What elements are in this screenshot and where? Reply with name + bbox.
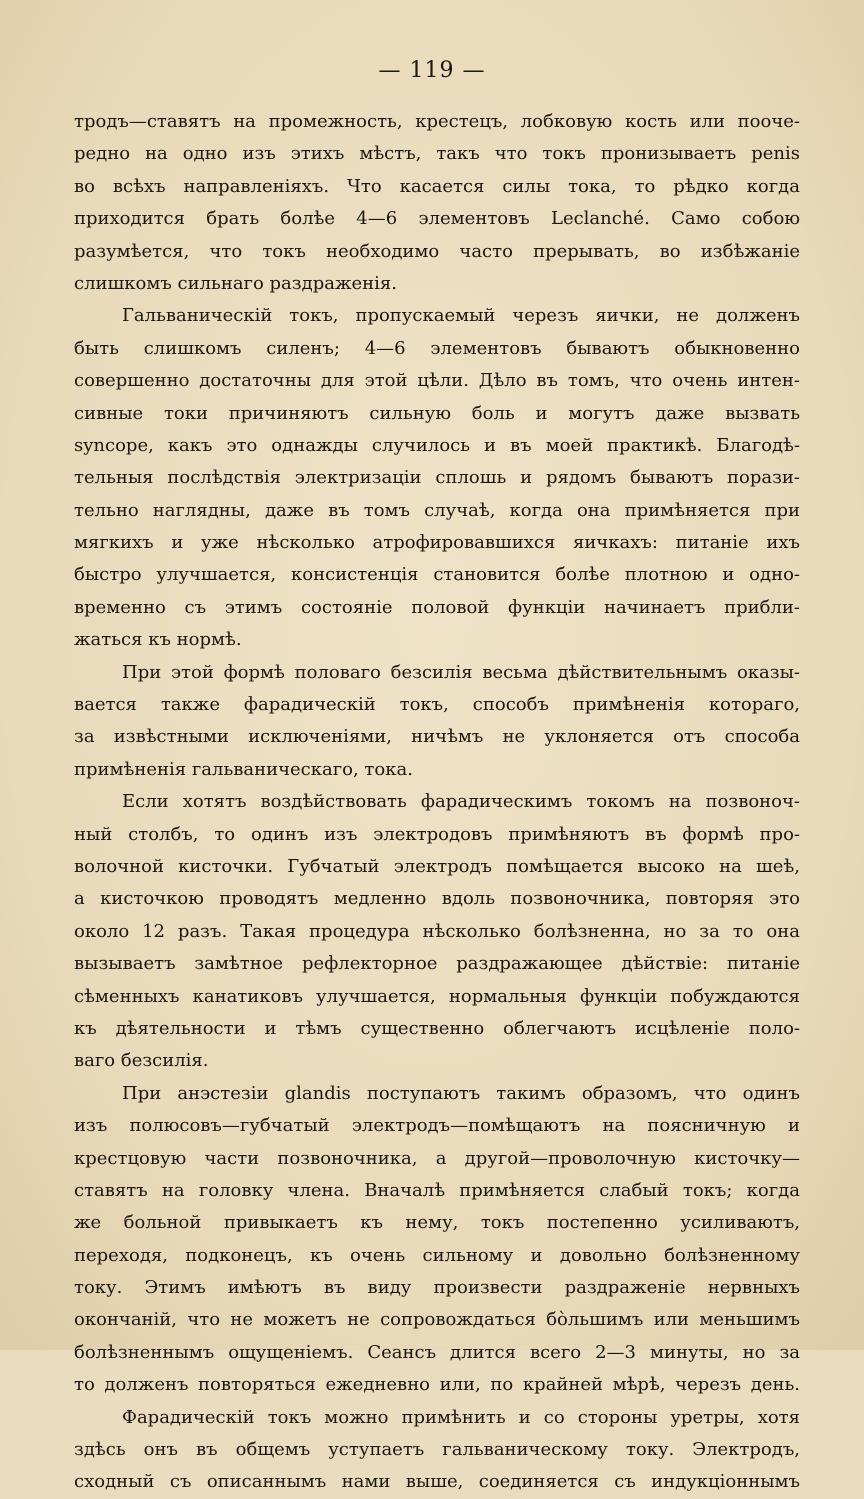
text-line: При этой формѣ половаго безсилія весьма дѣйствительнымъ оказы-: [122, 661, 800, 683]
text-line: временно съ этимъ состояніе половой функціи начинаетъ прибли-: [74, 596, 800, 618]
text-line: совершенно достаточны для этой цѣли. Дѣло въ томъ, что очень интен-: [74, 370, 800, 392]
text-line: Гальваническій токъ, пропускаемый черезъ яички, не долженъ: [122, 305, 800, 327]
text-line: около 12 разъ. Такая процедура нѣсколько болѣзненна, но за то она: [74, 920, 800, 942]
text-line: къ дѣятельности и тѣмъ существенно облегчаютъ исцѣленіе поло-: [74, 1017, 800, 1039]
text-line: болѣзненнымъ ощущеніемъ. Сеансъ длится всего 2—3 минуты, но за: [74, 1341, 800, 1363]
text-line: примѣненія гальваническаго, тока.: [74, 758, 413, 780]
text-line: окончаній, что не можетъ не сопровождаться бо̀льшимъ или меньшимъ: [74, 1309, 800, 1331]
text-line: Фарадическій токъ можно примѣнить и со стороны уретры, хотя: [122, 1406, 800, 1428]
text-line: то долженъ повторяться ежедневно или, по крайней мѣрѣ, черезъ день.: [74, 1374, 800, 1396]
text-line: вается также фарадическій токъ, способъ примѣненія котораго,: [74, 694, 800, 716]
text-line: редно на одно изъ этихъ мѣстъ, такъ что токъ пронизываетъ penis: [74, 143, 800, 165]
text-line: во всѣхъ направленіяхъ. Что касается силы тока, то рѣдко когда: [74, 175, 800, 197]
text-line: приходится брать болѣе 4—6 элементовъ Leclanché. Само собою: [74, 208, 800, 230]
text-line: ставятъ на головку члена. Вначалѣ примѣняется слабый токъ; когда: [74, 1179, 800, 1201]
text-line: здѣсь онъ въ общемъ уступаетъ гальваническому току. Электродъ,: [74, 1439, 800, 1461]
text-line: изъ полюсовъ—губчатый электродъ—помѣщаютъ на поясничную и: [74, 1115, 800, 1137]
text-line: току. Этимъ имѣютъ въ виду произвести раздраженіе нервныхъ: [74, 1277, 800, 1299]
text-line: syncope, какъ это однажды случилось и въ моей практикѣ. Благодѣ-: [74, 434, 800, 456]
text-line: же больной привыкаетъ къ нему, токъ постепенно усиливаютъ,: [74, 1212, 800, 1234]
text-line: за извѣстными исключеніями, ничѣмъ не уклоняется отъ способа: [74, 726, 800, 748]
text-line: вызываетъ замѣтное рефлекторное раздражающее дѣйствіе: питаніе: [74, 953, 800, 975]
text-line: При анэстезіи glandis поступаютъ такимъ образомъ, что одинъ: [122, 1082, 800, 1104]
text-line: крестцовую части позвоночника, а другой—проволочную кисточку—: [74, 1147, 800, 1169]
text-line: тродъ—ставятъ на промежность, крестецъ, лобковую кость или пооче-: [74, 111, 800, 132]
text-line: Если хотятъ воздѣйствовать фарадическимъ токомъ на позвоноч-: [122, 791, 800, 813]
text-line: а кисточкою проводятъ медленно вдоль позвоночника, повторяя это: [74, 888, 800, 910]
text-line: быстро улучшается, консистенція становится болѣе плотною и одно-: [74, 564, 800, 586]
page-number: — 119 —: [378, 58, 486, 83]
body-text: [74, 106, 800, 1499]
text-line: волочной кисточки. Губчатый электродъ помѣщается высоко на шеѣ,: [74, 855, 800, 877]
text-line: разумѣется, что токъ необходимо часто прерывать, во избѣжаніе: [74, 240, 800, 262]
text-line: тельныя послѣдствія электризаціи сплошь и рядомъ бываютъ порази-: [74, 467, 800, 489]
text-line: жаться къ нормѣ.: [74, 629, 242, 651]
text-line: слишкомъ сильнаго раздраженія.: [74, 272, 397, 294]
text-line: ваго безсилія.: [74, 1050, 209, 1072]
text-line: переходя, подконецъ, къ очень сильному и довольно болѣзненному: [74, 1244, 800, 1266]
text-line: сѣменныхъ канатиковъ улучшается, нормальныя функціи побуждаются: [74, 985, 800, 1007]
text-line: сходный съ описаннымъ нами выше, соединяется съ индукціоннымъ: [74, 1471, 800, 1493]
text-line: сивные токи причиняютъ сильную боль и могутъ даже вызвать: [74, 402, 800, 424]
text-line: тельно наглядны, даже въ томъ случаѣ, когда она примѣняется при: [74, 499, 800, 521]
text-line: быть слишкомъ силенъ; 4—6 элементовъ бываютъ обыкновенно: [74, 337, 800, 359]
text-line: ный столбъ, то одинъ изъ электродовъ примѣняютъ въ формѣ про-: [74, 823, 800, 845]
text-line: мягкихъ и уже нѣсколько атрофировавшихся яичкахъ: питаніе ихъ: [74, 532, 800, 554]
